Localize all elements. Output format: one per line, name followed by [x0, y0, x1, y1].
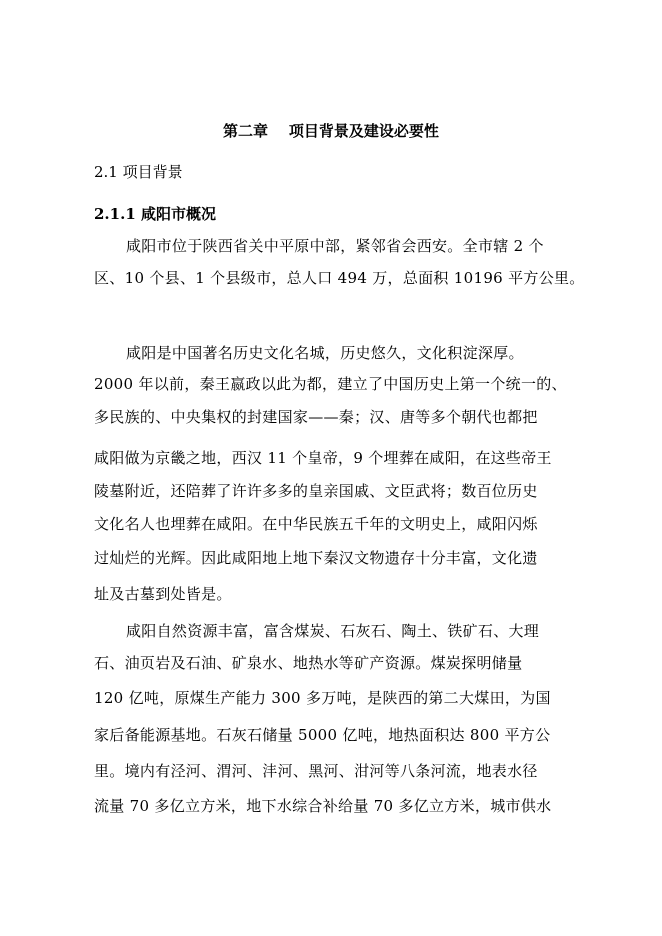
- paragraph-3-line-5: 里。境内有泾河、渭河、沣河、黑河、泔河等八条河流，地表水径: [94, 762, 538, 780]
- paragraph-2-line-6: 文化名人也埋葬在咸阳。在中华民族五千年的文明史上，咸阳闪烁: [94, 515, 538, 533]
- paragraph-2-line-1: 咸阳是中国著名历史文化名城，历史悠久，文化积淀深厚。: [126, 344, 524, 362]
- paragraph-3-line-6: 流量 70 多亿立方米，地下水综合补给量 70 多亿立方米，城市供水: [94, 797, 552, 815]
- paragraph-2-line-7: 过灿烂的光辉。因此咸阳地上地下秦汉文物遗存十分丰富，文化遗: [94, 549, 538, 567]
- paragraph-2-line-4: 咸阳做为京畿之地，西汉 11 个皇帝，9 个埋葬在咸阳，在这些帝王: [94, 449, 552, 467]
- subsection-heading: 2.1.1 咸阳市概况: [94, 205, 216, 223]
- paragraph-3-line-2: 石、油页岩及石油、矿泉水、地热水等矿产资源。煤炭探明储量: [94, 654, 523, 672]
- paragraph-1-line-2: 区、10 个县、1 个县级市，总人口 494 万，总面积 10196 平方公里。: [94, 269, 585, 287]
- paragraph-2-line-2: 2000 年以前，秦王嬴政以此为都，建立了中国历史上第一个统一的、: [94, 375, 567, 393]
- paragraph-3-line-4: 家后备能源基地。石灰石储量 5000 亿吨，地热面积达 800 平方公: [94, 726, 551, 744]
- chapter-title: 第二章 项目背景及建设必要性: [223, 122, 439, 140]
- paragraph-2-line-3: 多民族的、中央集权的封建国家——秦；汉、唐等多个朝代也都把: [94, 408, 538, 426]
- paragraph-3-line-3: 120 亿吨，原煤生产能力 300 多万吨，是陕西的第二大煤田，为国: [94, 689, 551, 707]
- paragraph-2-line-5: 陵墓附近，还陪葬了许许多多的皇亲国戚、文臣武将；数百位历史: [94, 482, 538, 500]
- paragraph-2-line-8: 址及古墓到处皆是。: [94, 585, 232, 603]
- section-heading: 2.1 项目背景: [94, 163, 183, 181]
- paragraph-3-line-1: 咸阳自然资源丰富，富含煤炭、石灰石、陶土、铁矿石、大理: [126, 622, 540, 640]
- paragraph-1-line-1: 咸阳市位于陕西省关中平原中部，紧邻省会西安。全市辖 2 个: [126, 237, 544, 255]
